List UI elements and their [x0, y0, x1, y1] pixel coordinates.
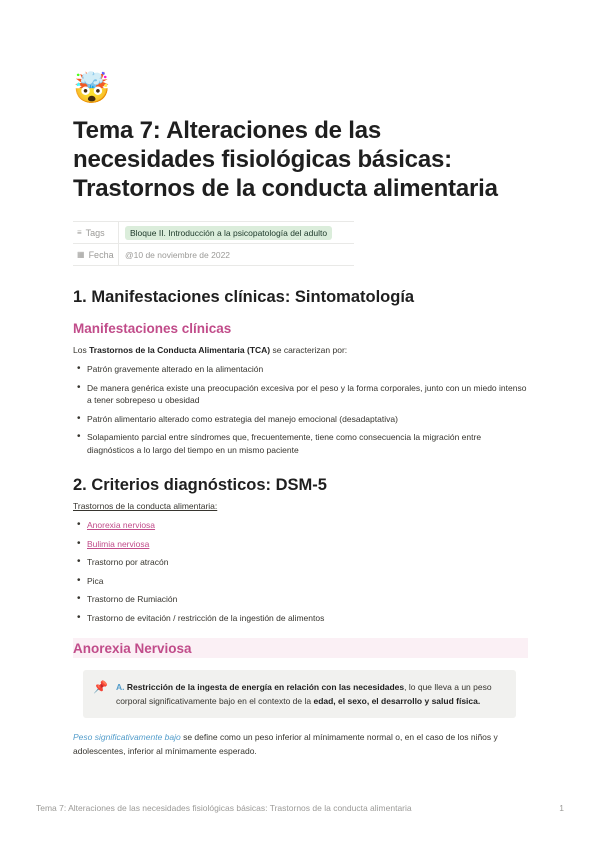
pushpin-icon: 📌: [93, 680, 108, 694]
intro-pre: Los: [73, 345, 90, 355]
page-title: Tema 7: Alteraciones de las necesidades fisiológicas básicas: Trastornos de la conducta alimentaria: [73, 117, 498, 202]
list-item: [73, 519, 528, 532]
heading-section-1: 1. Manifestaciones clínicas: Sintomatología: [73, 288, 415, 306]
property-fecha-key: [73, 244, 119, 265]
callout-text: [116, 680, 506, 708]
anorexia-heading-band: [73, 638, 528, 658]
heading-section-2: 2. Criterios diagnósticos: DSM-5: [73, 476, 327, 494]
page-emoji-icon: 🤯: [73, 72, 111, 105]
list-item: • Trastorno de evitación / restricción de la ingestión de alimentos: [73, 612, 528, 625]
callout-bold-2: edad, el sexo, el desarrollo y salud física.: [313, 696, 481, 706]
criteria-callout: [83, 670, 516, 718]
callout-bold-1: Restricción de la ingesta de energía en relación con las necesidades: [126, 682, 405, 692]
anorexia-heading: Anorexia Nerviosa: [73, 640, 192, 656]
fecha-label: Fecha: [88, 249, 114, 260]
link-anorexia[interactable]: Anorexia nerviosa: [87, 520, 156, 530]
subheading-manifestaciones: Manifestaciones clínicas: [73, 321, 232, 336]
calendar-icon: ▦: [77, 250, 85, 259]
intro-paragraph: [73, 344, 528, 357]
page-footer: [36, 803, 564, 813]
callout-mid: , lo que lleva a un peso corporal significativamente bajo en el contexto de la: [115, 682, 492, 706]
symptom-list: [73, 363, 528, 456]
link-bulimia[interactable]: Bulimia nerviosa: [87, 538, 150, 549]
list-item: • Trastorno por atracón: [73, 556, 528, 569]
list-item: • Patrón gravemente alterado en la alimentación: [73, 363, 528, 376]
footer-title: Tema 7: Alteraciones de las necesidades fisiológicas básicas: Trastornos de la conducta alimentaria: [36, 803, 412, 813]
intro-bold: Trastornos de la Conducta Alimentaria (TCA): [89, 345, 271, 355]
tags-label: Tags: [85, 227, 105, 238]
property-fecha-value[interactable]: @10 de noviembre de 2022: [125, 249, 231, 260]
list-item: [73, 538, 528, 551]
disorders-list-title: Trastornos de la conducta alimentaria:: [73, 501, 218, 511]
property-tags-value[interactable]: [119, 226, 332, 240]
tag-badge[interactable]: Bloque II. Introducción a la psicopatología del adulto: [125, 226, 332, 240]
intro-post: se caracterizan por:: [270, 345, 348, 355]
definition-text: se define como un peso inferior al mínimamente normal o, en el caso de los niños y adolescentes, inferior al mínimamente esperado.: [73, 732, 498, 756]
list-item: • Solapamiento parcial entre síndromes que, frecuentemente, tiene como consecuencia la migración entre diagnósticos a lo largo del tiempo en un mismo paciente: [73, 431, 528, 456]
properties-table: [73, 221, 354, 266]
list-item: • Pica: [73, 575, 528, 588]
property-tags: [73, 222, 354, 244]
definition-paragraph: [73, 730, 528, 758]
disorders-list: [73, 519, 528, 624]
page-content: [73, 72, 528, 758]
definition-link[interactable]: Peso significativamente bajo: [73, 732, 181, 742]
list-item: • De manera genérica existe una preocupación excesiva por el peso y la forma corporales, junto con un miedo intenso a tener sobrepeso u obesidad: [73, 382, 528, 407]
list-icon: ≡: [77, 228, 82, 237]
property-fecha: [73, 244, 354, 266]
callout-letter: A.: [115, 682, 125, 692]
property-tags-key: [73, 222, 119, 243]
footer-page-number: 1: [559, 803, 564, 813]
list-item: • Trastorno de Rumiación: [73, 593, 528, 606]
list-item: • Patrón alimentario alterado como estrategia del manejo emocional (desadaptativa): [73, 413, 528, 426]
